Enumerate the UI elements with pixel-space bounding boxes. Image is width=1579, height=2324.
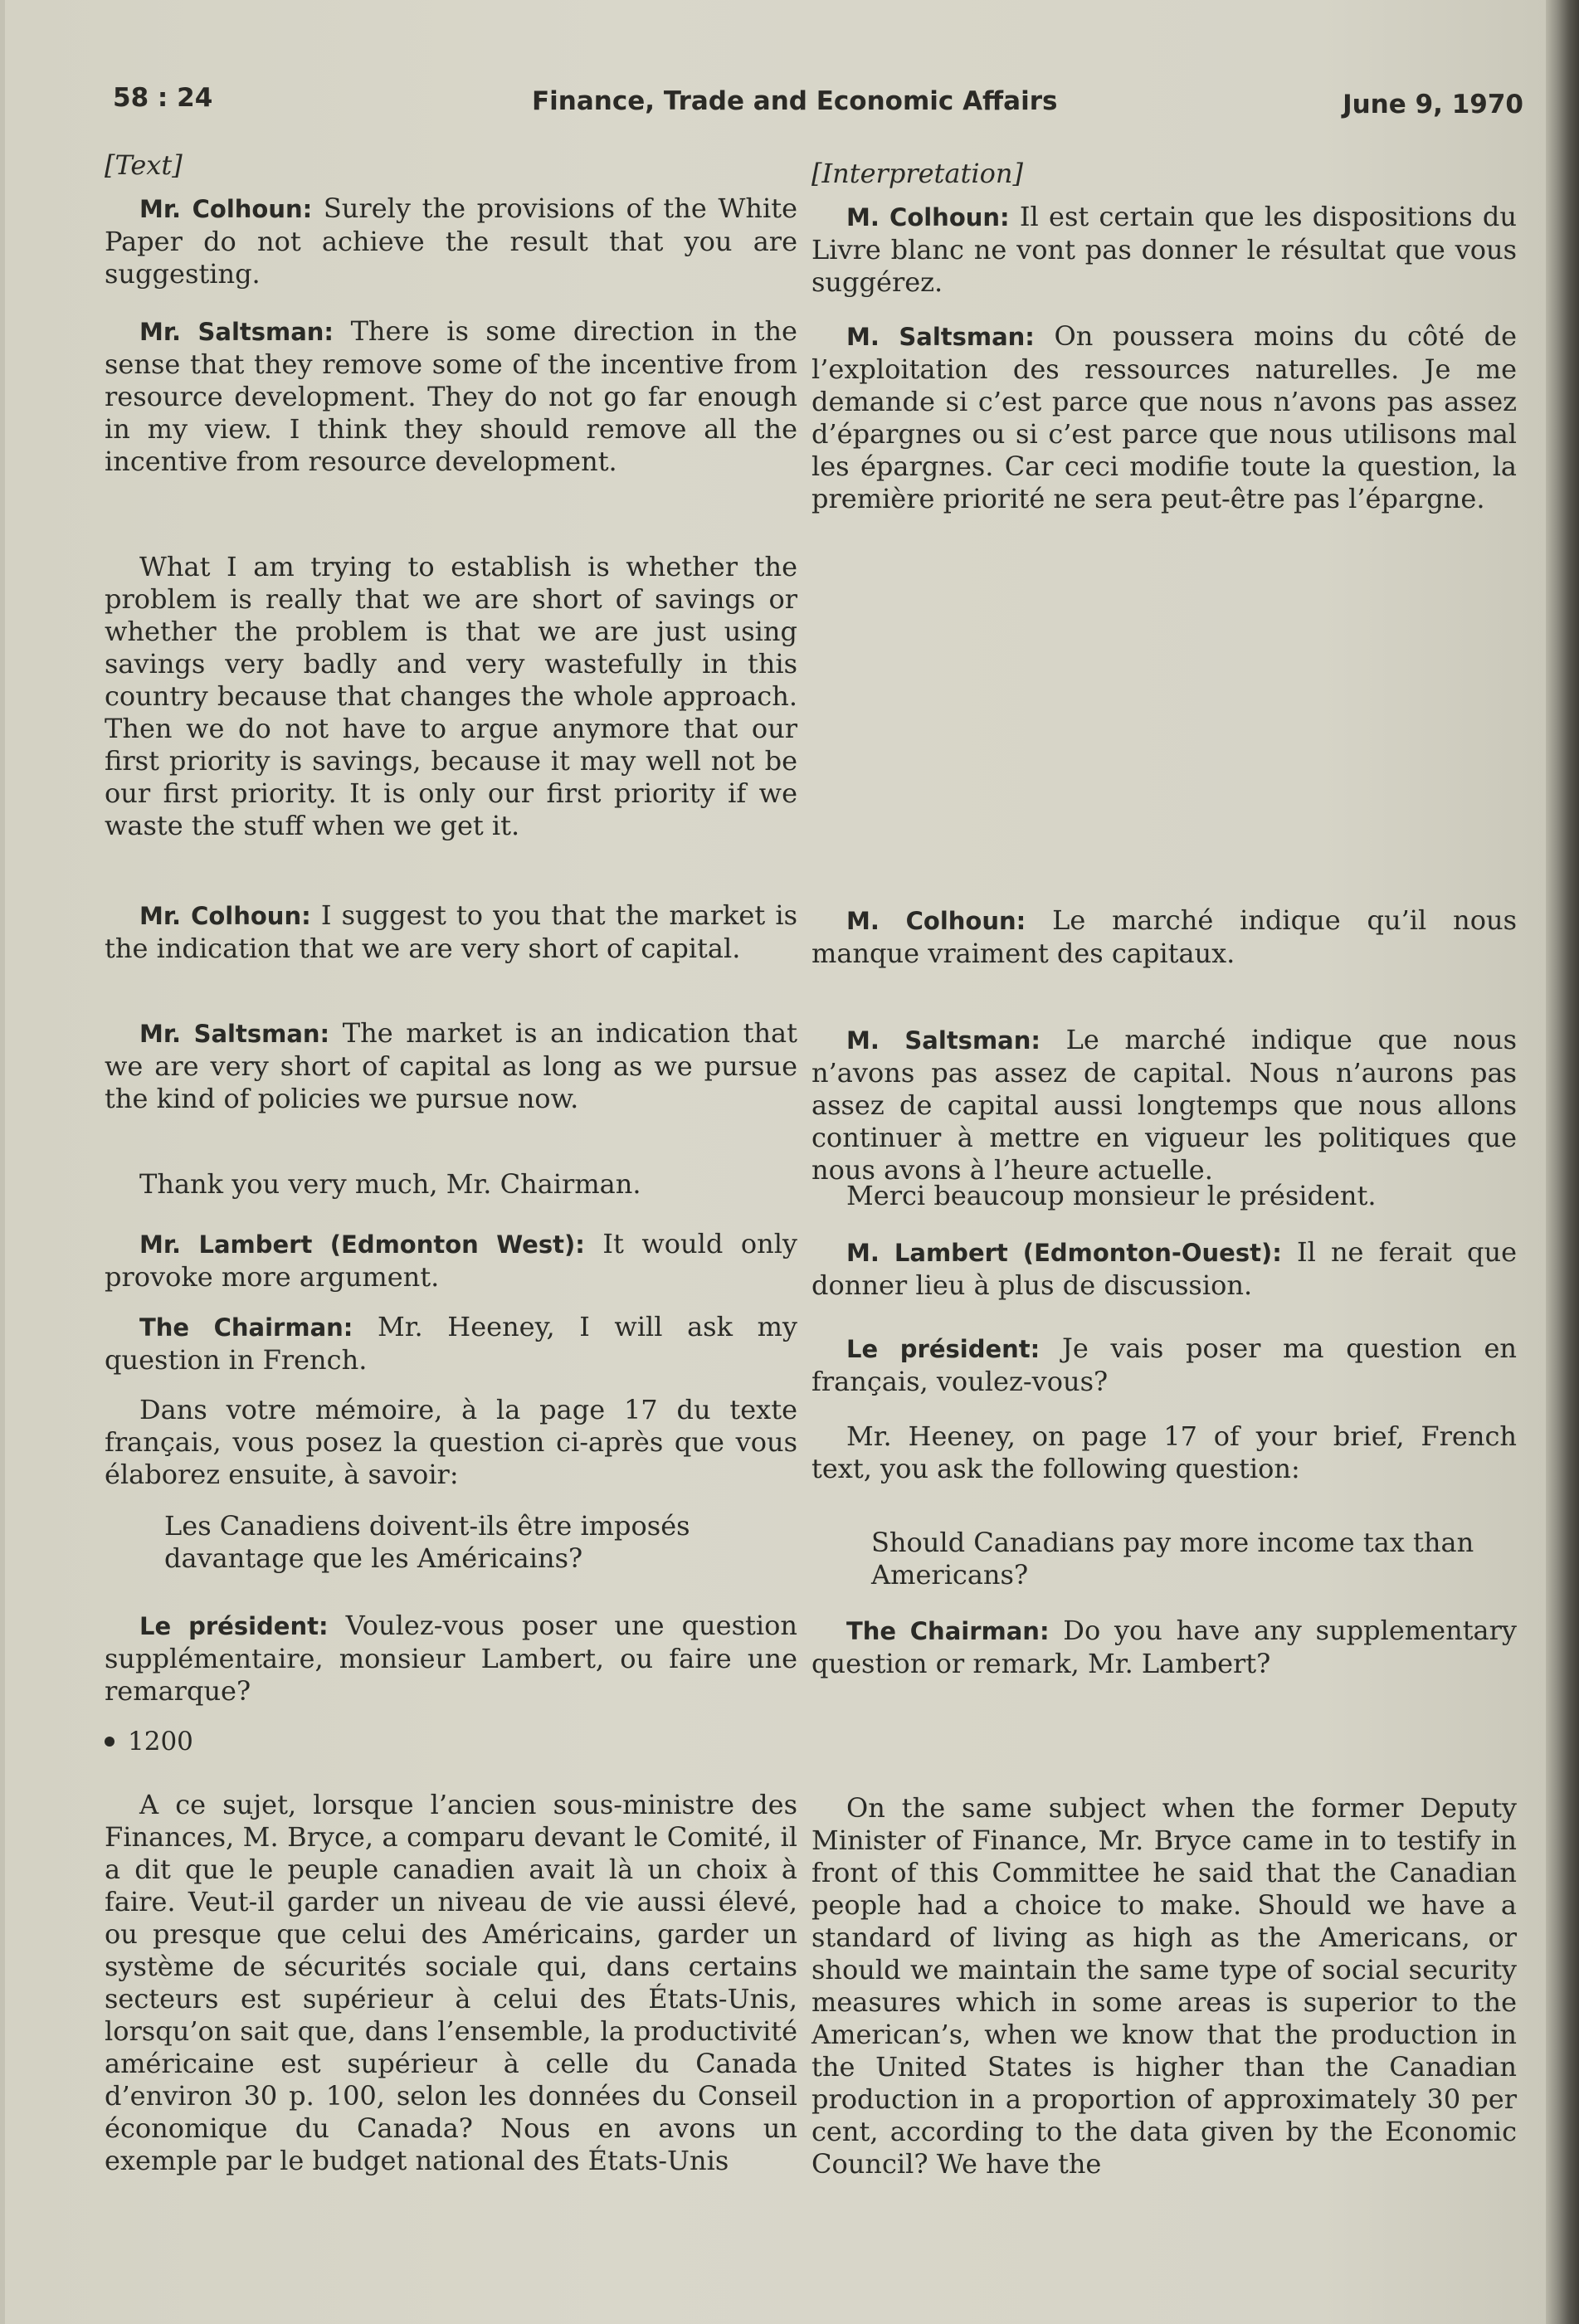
- paragraph: Merci beaucoup monsieur le président.: [846, 1180, 1377, 1211]
- running-header: [113, 83, 1523, 124]
- paragraph: [811, 1333, 1517, 1398]
- paragraph: [105, 899, 797, 965]
- speaker-name: Mr. Saltsman:: [139, 1020, 330, 1048]
- paragraph: [105, 1311, 797, 1376]
- speech-text: Mr. Heeney, I will ask my question in French.: [105, 1311, 798, 1376]
- paragraph: What I am trying to establish is whether the problem is really that we are short of savings or whether the problem is that we are just using savings very badly and very wastefully in this country because that changes the whole approach. Then we do not have to argue anymore that our first priority is savings, because it may well not be our first priority. It is only our first priority if we waste the stuff when we get it.: [105, 551, 797, 841]
- speech-text: Il est certain que les dispositions du Livre blanc ne vont pas donner le résultat que vous suggérez.: [811, 201, 1518, 298]
- paragraph: [105, 1610, 797, 1708]
- paragraph: [811, 1615, 1517, 1680]
- speaker-name: Le président:: [139, 1612, 329, 1640]
- speech-text: It would only provoke more argument.: [105, 1228, 798, 1293]
- header-date: June 9, 1970: [1343, 90, 1523, 119]
- speaker-name: Mr. Saltsman:: [139, 318, 334, 346]
- speech-text: The market is an indication that we are very short of capital as long as we pursue the kind of policies we pursue now.: [105, 1017, 797, 1114]
- speaker-name: Le président:: [846, 1335, 1040, 1363]
- speech-text: Surely the provisions of the White Paper do not achieve the result that you are suggesting.: [105, 192, 798, 290]
- speech-text: Le marché indique que nous n’avons pas assez de capital. Nous n’aurons pas assez de capital aussi longtemps que nous allons continuer à mettre en vigueur les politiques que nous avons à l’heure actuelle.: [811, 1024, 1518, 1186]
- speaker-name: M. Lambert (Edmonton-Ouest):: [846, 1239, 1282, 1267]
- speaker-name: The Chairman:: [846, 1617, 1050, 1645]
- header-title: Finance, Trade and Economic Affairs: [532, 86, 1058, 116]
- paragraph: [105, 315, 797, 478]
- speech-text: There is some direction in the sense that they remove some of the incentive from resource development. They do not go far enough in my view. I think they should remove all the incentive from resource development.: [105, 315, 797, 477]
- paragraph: A ce sujet, lorsque l’ancien sous-ministre des Finances, M. Bryce, a comparu devant le Comité, il a dit que le peuple canadien avait là un choix à faire. Veut-il garder un niveau de vie aussi élevé, ou presque que celui des Américains, garder un système de sécurités sociale qui, dans certains secteurs est supérieur à celui des États-Unis, lorsqu’on sait que, dans l’ensemble, la productivité américaine est supérieur à celle du Canada d’environ 30 p. 100, selon les données du Conseil économique du Canada? Nous en avons un exemple par le budget national des États-Unis: [105, 1789, 797, 2176]
- speaker-name: M. Saltsman:: [846, 1026, 1040, 1055]
- page-left-edge: [0, 0, 5, 2324]
- paragraph: On the same subject when the former Deputy Minister of Finance, Mr. Bryce came in to testify in front of this Committee he said that the Canadian people had a choice to make. Should we have a standard of living as high as the Americans, or should we maintain the same type of social security measures which in some areas is superior to the American’s, when we know that the production in the United States is higher than the Canadian production in a proportion of approximately 30 per cent, according to the data given by the Economic Council? We have the: [811, 1792, 1517, 2180]
- book-binding: [1546, 0, 1579, 2324]
- speech-text: Do you have any supplementary question or remark, Mr. Lambert?: [811, 1615, 1518, 1679]
- time-marker: [105, 1726, 797, 1758]
- paragraph: [811, 201, 1517, 299]
- speech-text: Je vais poser ma question en français, voulez-vous?: [811, 1333, 1517, 1397]
- speech-text: Le marché indique qu’il nous manque vraiment des capitaux.: [811, 904, 1517, 969]
- paragraph: [105, 1228, 797, 1294]
- paragraph: [811, 1024, 1517, 1186]
- speaker-name: Mr. Lambert (Edmonton West):: [139, 1230, 585, 1259]
- paragraph: [811, 1236, 1517, 1302]
- paragraph: Dans votre mémoire, à la page 17 du texte français, vous posez la question ci-après que vous élaborez ensuite, à savoir:: [105, 1394, 797, 1490]
- paragraph: [105, 192, 797, 290]
- speaker-name: M. Colhoun:: [846, 907, 1026, 935]
- speaker-name: M. Colhoun:: [846, 203, 1010, 231]
- quoted-question: Should Canadians pay more income tax than Americans?: [871, 1527, 1474, 1591]
- speech-text: Il ne ferait que donner lieu à plus de discussion.: [811, 1236, 1518, 1301]
- text-label: [Text]: [105, 149, 183, 181]
- paragraph: Mr. Heeney, on page 17 of your brief, French text, you ask the following question:: [811, 1420, 1517, 1484]
- speech-text: Voulez-vous poser une question supplémentaire, monsieur Lambert, ou faire une remarque?: [105, 1610, 797, 1707]
- time-marker-text: 1200: [128, 1727, 193, 1756]
- quoted-question: Les Canadiens doivent-ils être imposés davantage que les Américains?: [164, 1510, 690, 1574]
- paragraph: [811, 320, 1517, 515]
- paragraph: [811, 904, 1517, 970]
- speaker-name: The Chairman:: [139, 1313, 353, 1342]
- speaker-name: M. Saltsman:: [846, 323, 1035, 351]
- speech-text: On poussera moins du côté de l’exploitation des ressources naturelles. Je me demande si c’est parce que nous n’avons pas assez d’épargnes ou si c’est parce que nous utilisons mal les épargnes. Car ceci modifie toute la question, la première priorité ne sera peut-être pas l’épargne.: [811, 320, 1518, 514]
- interpretation-label: [Interpretation]: [811, 158, 1023, 189]
- page-number: 58 : 24: [113, 83, 213, 113]
- speaker-name: Mr. Colhoun:: [139, 195, 313, 223]
- paragraph: Thank you very much, Mr. Chairman.: [139, 1168, 641, 1200]
- speaker-name: Mr. Colhoun:: [139, 902, 311, 930]
- bullet-icon: [105, 1737, 115, 1747]
- paragraph: [105, 1017, 797, 1115]
- speech-text: I suggest to you that the market is the indication that we are very short of capital.: [105, 899, 798, 964]
